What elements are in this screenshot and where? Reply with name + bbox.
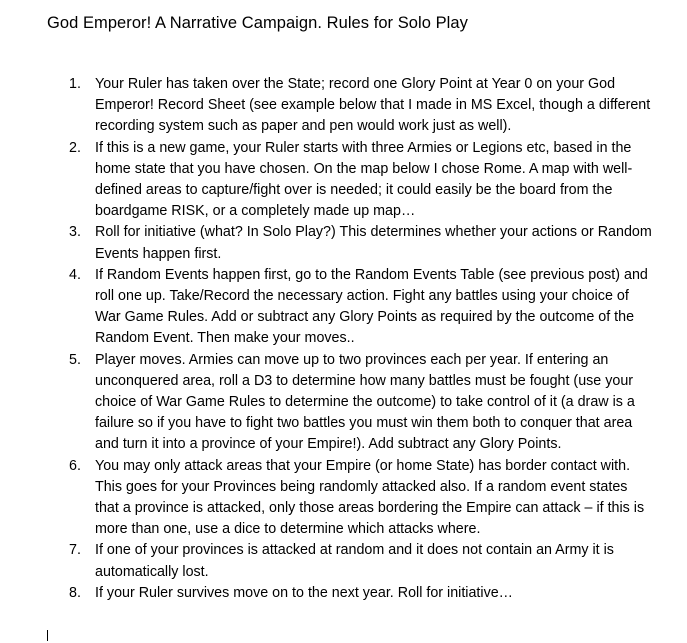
rule-number: 3. [69,224,81,241]
rule-item [67,138,655,223]
document-title: God Emperor! A Narrative Campaign. Rules for Solo Play [47,14,468,32]
rule-number: 5. [69,351,81,368]
rule-text: Your Ruler has taken over the State; record one Glory Point at Year 0 on your God Emperor! Record Sheet (see example below that I made in MS Excel, though a different recording system such as paper and pen would work just as well). [95,76,651,135]
rule-number: 1. [69,76,81,92]
rule-text: You may only attack areas that your Empire (or home State) has border contact with. This goes for your Provinces being randomly attacked also. If a random event states that a province is attacked, only those areas bordering the Empire can attack – if this is more than one, use a dice to determine which attacks where. [95,457,645,538]
rule-item [67,222,655,264]
rule-item [67,456,655,541]
rule-item [67,350,655,456]
text-cursor[interactable] [47,630,48,641]
rule-item [67,583,655,604]
rule-text: If this is a new game, your Ruler starts with three Armies or Legions etc, based in the home state that you have chosen. On the map below I chose Rome. A map with well-defined areas to capture/fight over is needed; it could easily be the board from the boardgame RISK, or a completely made up map… [95,139,633,220]
rule-text: Player moves. Armies can move up to two provinces each per year. If entering an unconquered area, roll a D3 to determine how many battles must be fought (use your choice of War Game Rules to determine the outcome) to take control of it (a draw is a failure so if you have to fight two battles you must win them both to conquer that area and turn it into a province of your Empire!). Add subtract any Glory Points. [95,351,635,453]
rules-list [67,74,655,604]
rule-item [67,265,655,350]
rule-number: 4. [69,266,81,283]
rule-item [67,540,655,582]
rule-text: Roll for initiative (what? In Solo Play?) This determines whether your actions or Random Events happen first. [95,224,652,262]
rule-text: If one of your provinces is attacked at random and it does not contain an Army it is automatically lost. [95,542,614,580]
rule-text: If Random Events happen first, go to the Random Events Table (see previous post) and roll one up. Take/Record the necessary action. Fight any battles using your choice of War Game Rules. Add or subtract any Glory Points as required by the outcome of the Random Event. Then make your moves.. [95,266,648,347]
rule-item [67,74,655,138]
rule-number: 7. [69,542,81,559]
rule-text: If your Ruler survives move on to the next year. Roll for initiative… [95,584,513,601]
rule-number: 6. [69,457,81,474]
rule-number: 2. [69,139,81,156]
rule-number: 8. [69,584,81,601]
